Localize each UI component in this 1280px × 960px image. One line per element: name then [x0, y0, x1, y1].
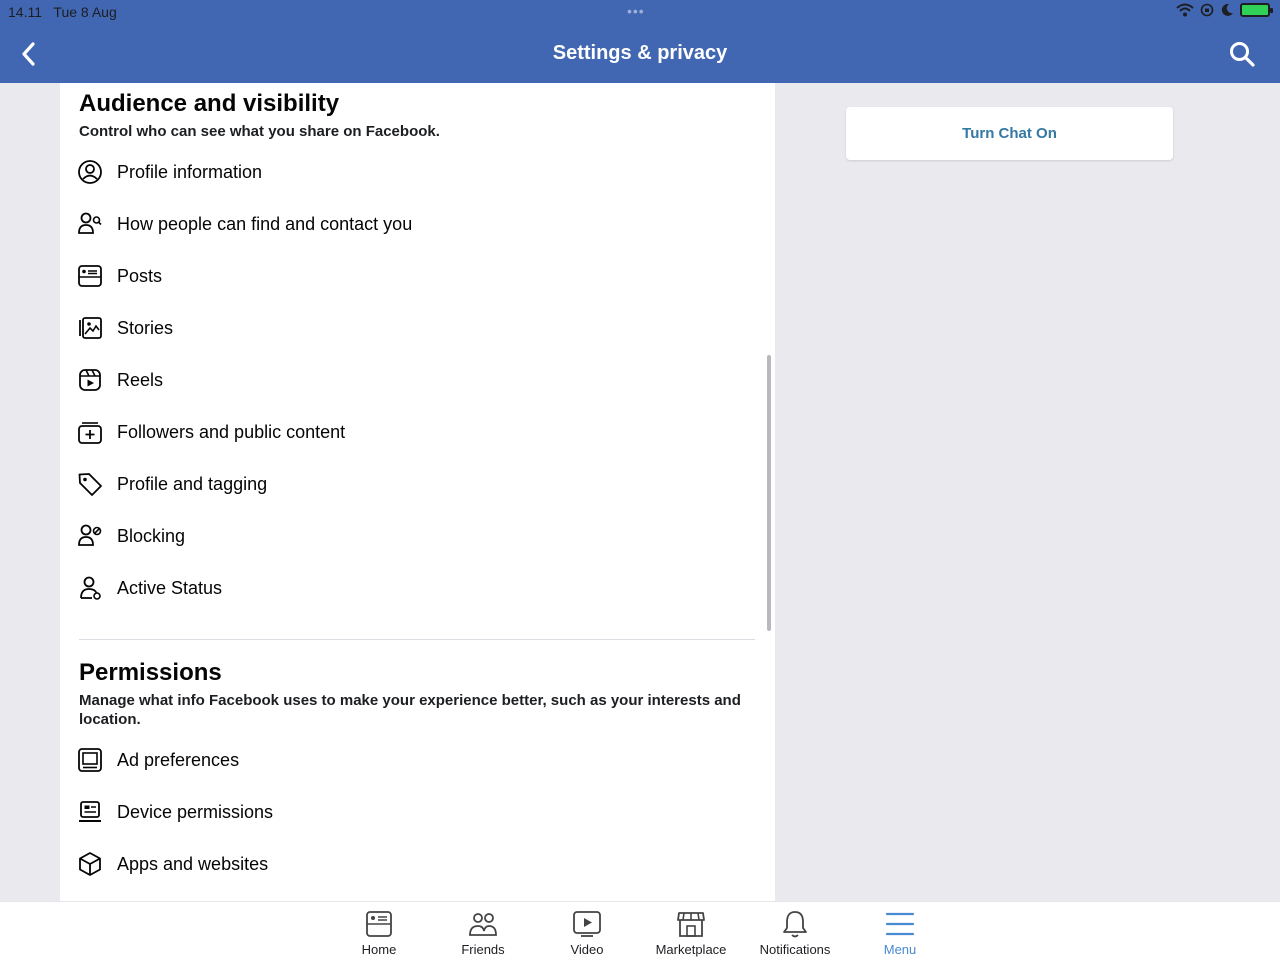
menu-item-followers[interactable] [77, 412, 757, 452]
menu-item-apps-websites[interactable] [77, 844, 757, 884]
battery-icon [1240, 3, 1270, 17]
menu-item-ad-preferences[interactable] [77, 740, 757, 780]
page-title: Settings & privacy [552, 42, 728, 64]
active-status-icon [77, 575, 103, 601]
search-icon[interactable] [1228, 40, 1256, 68]
menu-icon [883, 908, 917, 940]
video-icon [570, 908, 604, 940]
tab-friends[interactable] [433, 908, 533, 960]
tab-marketplace[interactable] [641, 908, 741, 960]
tab-label: Friends [461, 942, 505, 957]
scrollbar[interactable] [767, 355, 771, 631]
person-circle-icon [77, 159, 103, 185]
turn-chat-on-button[interactable] [846, 107, 1173, 160]
menu-item-reels[interactable] [77, 360, 757, 400]
menu-item-label: Ad preferences [117, 749, 240, 770]
device-icon [77, 799, 103, 825]
menu-item-active-status[interactable] [77, 568, 757, 608]
tag-icon [77, 471, 103, 497]
multitask-dots-icon[interactable]: ••• [627, 3, 645, 19]
wifi-icon [1176, 3, 1194, 17]
friends-icon [466, 908, 500, 940]
menu-item-label: How people can find and contact you [117, 213, 413, 234]
menu-item-device-permissions[interactable] [77, 792, 757, 832]
marketplace-icon [674, 908, 708, 940]
cube-icon [77, 851, 103, 877]
audience-section-title: Audience and visibility [79, 90, 340, 117]
menu-item-label: Profile information [117, 161, 263, 182]
menu-item-profile-information[interactable] [77, 152, 757, 192]
menu-item-label: Posts [117, 265, 163, 286]
tab-label: Notifications [759, 942, 831, 957]
tab-label: Home [361, 942, 397, 957]
bottom-tab-bar [0, 901, 1280, 960]
permissions-section-title: Permissions [79, 659, 222, 686]
stories-icon [77, 315, 103, 341]
section-divider [79, 639, 755, 640]
followers-icon [77, 419, 103, 445]
tab-home[interactable] [329, 908, 429, 960]
tab-notifications[interactable] [745, 908, 845, 960]
orientation-lock-icon [1200, 3, 1214, 17]
status-icons [1176, 3, 1270, 17]
tab-label: Menu [883, 942, 917, 957]
menu-item-label: Device permissions [117, 801, 274, 822]
menu-item-find-and-contact[interactable] [77, 204, 757, 244]
audience-section-description: Control who can see what you share on Facebook. [79, 123, 440, 140]
header-bar [0, 0, 1280, 83]
turn-chat-on-label: Turn Chat On [962, 125, 1057, 142]
menu-item-label: Followers and public content [117, 421, 346, 442]
settings-panel [60, 83, 775, 901]
reels-icon [77, 367, 103, 393]
menu-item-label: Profile and tagging [117, 473, 268, 494]
tab-menu[interactable] [850, 908, 950, 960]
menu-item-profile-tagging[interactable] [77, 464, 757, 504]
menu-item-label: Blocking [117, 525, 186, 546]
menu-item-stories[interactable] [77, 308, 757, 348]
person-search-icon [77, 211, 103, 237]
home-icon [362, 908, 396, 940]
blocking-icon [77, 523, 103, 549]
moon-icon [1220, 3, 1234, 17]
tab-label: Marketplace [655, 942, 727, 957]
menu-item-posts[interactable] [77, 256, 757, 296]
menu-item-label: Reels [117, 369, 164, 390]
ad-preferences-icon [77, 747, 103, 773]
menu-item-label: Apps and websites [117, 853, 269, 874]
menu-item-blocking[interactable] [77, 516, 757, 556]
posts-icon [77, 263, 103, 289]
permissions-section-description: Manage what info Facebook uses to make your experience better, such as your interests and location. [79, 692, 741, 728]
tab-label: Video [570, 942, 604, 957]
bell-icon [778, 908, 812, 940]
menu-item-label: Active Status [117, 577, 223, 598]
menu-item-label: Stories [117, 317, 174, 338]
tab-video[interactable] [537, 908, 637, 960]
status-time: 14.11 Tue 8 Aug [8, 4, 117, 20]
